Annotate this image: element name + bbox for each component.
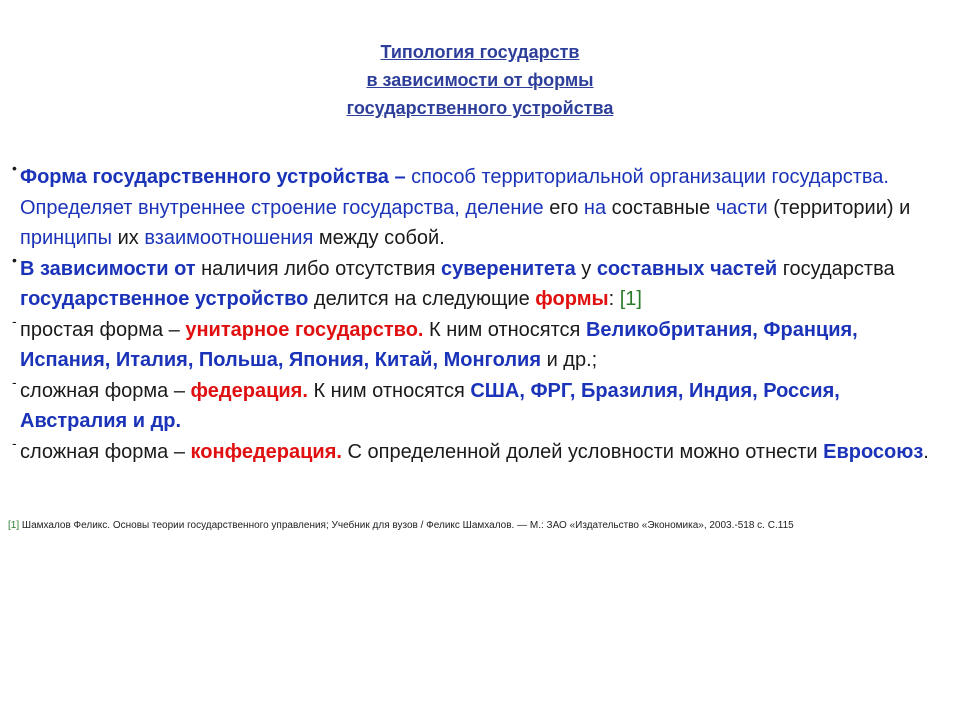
text-fragment: составные — [606, 196, 716, 219]
form-confederation: конфедерация. — [190, 440, 342, 463]
text-fragment: его — [543, 196, 584, 219]
word-vzaimootnosheniya: взаимоотношения — [144, 227, 314, 249]
form-federation: федерация. — [190, 379, 308, 402]
lead-phrase: В зависимости от — [20, 257, 196, 280]
dash-marker: - — [12, 373, 17, 390]
bullet-marker: • — [12, 160, 17, 176]
definition-text: способ территориальной организации государства. Определяет внутреннее строение государства, — [20, 166, 889, 219]
text-fragment: у — [575, 257, 597, 280]
word-suverenitet: суверенитета — [441, 257, 576, 280]
term-form: Форма государственного устройства – — [20, 166, 406, 188]
text-fragment: и др.; — [541, 349, 598, 371]
footnote-ref[interactable]: [1] — [8, 520, 20, 531]
form-unitary: унитарное государство. — [185, 318, 424, 341]
paragraph-federation — [12, 373, 952, 437]
footnote — [8, 518, 956, 534]
unitary-examples: Великобритания, Франция, Испания, Италия, Польша, Япония, Китай, Монголия — [20, 318, 858, 371]
paragraph-confederation — [12, 434, 952, 468]
paragraph-classification — [12, 251, 952, 315]
text-fragment: К ним относятся — [307, 379, 471, 402]
word-chasti: части — [715, 196, 768, 219]
word-sostavnyh-chastey: составных частей — [596, 257, 778, 280]
text-fragment: . — [923, 440, 929, 463]
title-line-2: в зависимости от формы — [366, 70, 594, 90]
text-fragment: (территории) и — [767, 196, 911, 219]
footnote-ref-link[interactable]: [1] — [619, 288, 642, 310]
bullet-marker: • — [12, 251, 17, 268]
title-line-1: Типология государств — [380, 42, 580, 62]
dash-marker: - — [12, 312, 17, 329]
paragraph-unitary — [12, 312, 952, 376]
text-fragment: между собой. — [313, 227, 445, 249]
text-fragment: сложная форма – — [20, 440, 191, 463]
word-formy: формы — [535, 288, 609, 310]
text-fragment: простая форма – — [20, 318, 186, 341]
paragraph-definition — [12, 162, 952, 254]
text-fragment: государства — [777, 257, 895, 280]
text-fragment: их — [112, 227, 145, 249]
word-na: на — [583, 196, 607, 219]
text-fragment: сложная форма – — [20, 379, 191, 402]
text-fragment: : — [608, 288, 620, 310]
confederation-example: Евросоюз — [823, 440, 924, 463]
text-fragment: К ним относятся — [423, 318, 586, 341]
dash-marker: - — [12, 434, 17, 451]
text-fragment: делится на следующие — [308, 288, 536, 310]
text-fragment: С определенной долей условности можно отнести — [341, 440, 824, 463]
text-fragment: наличия либо отсутствия — [195, 257, 441, 280]
slide-title — [0, 38, 960, 122]
word-delenie: деление — [465, 196, 544, 219]
title-line-3: государственного устройства — [346, 98, 614, 118]
footnote-text: Шамхалов Феликс. Основы теории государственного управления; Учебник для вузов / Феликс Шамхалов. — М.: ЗАО «Издательство «Экономика», 2003.-518 с. С.115 — [19, 520, 794, 531]
word-principy: принципы — [20, 227, 113, 249]
word-gos-ustroystvo: государственное устройство — [20, 288, 309, 310]
federation-examples: США, ФРГ, Бразилия, Индия, Россия, Австралия и др. — [20, 379, 840, 432]
slide-body — [12, 162, 952, 467]
